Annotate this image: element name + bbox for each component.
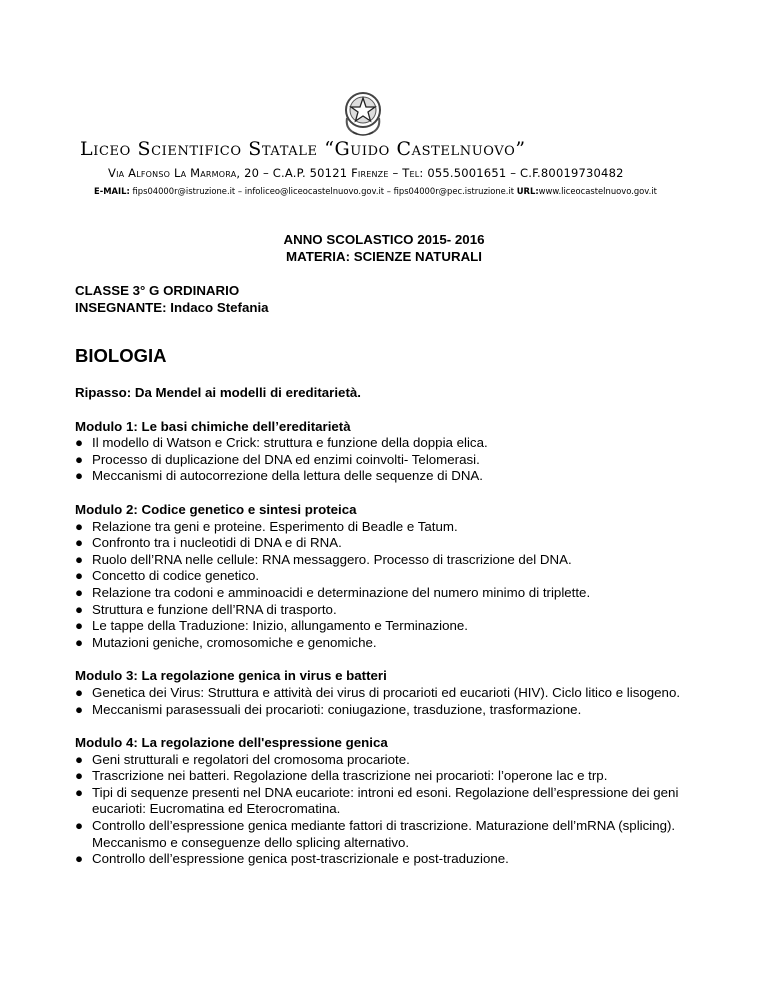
list-item bbox=[75, 468, 715, 485]
list-item-text: Struttura e funzione dell’RNA di trasporto. bbox=[92, 601, 337, 617]
bullet-icon: ● bbox=[75, 634, 84, 650]
school-year: ANNO SCOLASTICO 2015- 2016 bbox=[283, 232, 485, 247]
review-line: Ripasso: Da Mendel ai modelli di ereditarietà. bbox=[75, 385, 361, 400]
list-item bbox=[75, 702, 715, 719]
list-item-text: Confronto tra i nucleotidi di DNA e di RNA. bbox=[92, 535, 342, 551]
list-item-text: Relazione tra codoni e amminoacidi e determinazione del numero minimo di triplette. bbox=[92, 584, 591, 600]
school-address: Via Alfonso La Marmora, 20 – C.A.P. 50121 Firenze – Tel: 055.5001651 – C.F.80019730482 bbox=[108, 166, 624, 180]
bullet-icon: ● bbox=[75, 701, 84, 717]
bullet-icon: ● bbox=[75, 601, 84, 617]
list-item bbox=[75, 851, 715, 868]
bullet-icon: ● bbox=[75, 768, 84, 784]
module-title: Modulo 2: Codice genetico e sintesi proteica bbox=[75, 501, 357, 517]
section-title: BIOLOGIA bbox=[75, 345, 167, 366]
list-item-text: Le tappe della Traduzione: Inizio, allungamento e Terminazione. bbox=[92, 618, 469, 634]
bullet-icon: ● bbox=[75, 568, 84, 584]
school-url: www.liceocastelnuovo.gov.it bbox=[538, 186, 657, 196]
bullet-icon: ● bbox=[75, 435, 84, 451]
class-name: CLASSE 3° G ORDINARIO bbox=[75, 283, 240, 298]
bullet-icon: ● bbox=[75, 584, 84, 600]
module-items bbox=[75, 752, 715, 868]
bullet-icon: ● bbox=[75, 818, 84, 834]
list-item-text: Ruolo dell’RNA nelle cellule: RNA messaggero. Processo di trascrizione del DNA. bbox=[92, 551, 572, 567]
module-block bbox=[75, 502, 715, 651]
bullet-icon: ● bbox=[75, 468, 84, 484]
list-item bbox=[75, 535, 715, 552]
list-item bbox=[75, 818, 715, 851]
module-items bbox=[75, 519, 715, 652]
module-title: Modulo 3: La regolazione genica in virus e batteri bbox=[75, 668, 387, 684]
subject: MATERIA: SCIENZE NATURALI bbox=[286, 249, 482, 264]
list-item bbox=[75, 752, 715, 769]
module-title: Modulo 1: Le basi chimiche dell’ereditarietà bbox=[75, 418, 351, 434]
list-item-text: Trascrizione nei batteri. Regolazione della trascrizione nei procarioti: l’operone lac e trp. bbox=[92, 768, 608, 784]
list-item bbox=[75, 568, 715, 585]
email-addresses: fips04000r@istruzione.it – infoliceo@liceocastelnuovo.gov.it – fips04000r@pec.istruzione.it bbox=[129, 186, 517, 196]
list-item-text: Relazione tra geni e proteine. Esperimento di Beadle e Tatum. bbox=[92, 518, 458, 534]
bullet-icon: ● bbox=[75, 618, 84, 634]
bullet-icon: ● bbox=[75, 784, 84, 800]
module-items bbox=[75, 435, 715, 485]
list-item bbox=[75, 585, 715, 602]
list-item bbox=[75, 618, 715, 635]
modules-list bbox=[75, 419, 715, 868]
module-block bbox=[75, 668, 715, 718]
list-item-text: Meccanismi di autocorrezione della lettura delle sequenze di DNA. bbox=[92, 468, 483, 484]
module-items bbox=[75, 685, 715, 718]
list-item-text: Mutazioni geniche, cromosomiche e genomiche. bbox=[92, 634, 377, 650]
bullet-icon: ● bbox=[75, 684, 84, 700]
module-block bbox=[75, 735, 715, 868]
list-item-text: Processo di duplicazione del DNA ed enzimi coinvolti- Telomerasi. bbox=[92, 451, 480, 467]
bullet-icon: ● bbox=[75, 451, 84, 467]
bullet-icon: ● bbox=[75, 518, 84, 534]
syllabus-content bbox=[75, 385, 715, 885]
bullet-icon: ● bbox=[75, 551, 84, 567]
url-label: URL: bbox=[516, 186, 539, 196]
list-item bbox=[75, 452, 715, 469]
list-item-text: Geni strutturali e regolatori del cromosoma procariote. bbox=[92, 751, 410, 767]
list-item bbox=[75, 602, 715, 619]
school-name: Liceo Scientifico Statale “Guido Castelnuovo” bbox=[80, 138, 526, 160]
bullet-icon: ● bbox=[75, 535, 84, 551]
list-item bbox=[75, 435, 715, 452]
emblem-icon bbox=[341, 88, 385, 138]
list-item-text: Controllo dell’espressione genica mediante fattori di trascrizione. Maturazione dell’mRNA (splicing). Meccanismo e conseguenze dello splicing alternativo. bbox=[92, 818, 676, 850]
list-item bbox=[75, 552, 715, 569]
list-item bbox=[75, 635, 715, 652]
list-item-text: Il modello di Watson e Crick: struttura e funzione della doppia elica. bbox=[92, 435, 488, 451]
bullet-icon: ● bbox=[75, 751, 84, 767]
school-contacts bbox=[94, 186, 657, 196]
teacher: INSEGNANTE: Indaco Stefania bbox=[75, 300, 269, 315]
list-item-text: Controllo dell’espressione genica post-trascrizionale e post-traduzione. bbox=[92, 851, 509, 867]
list-item-text: Tipi di sequenze presenti nel DNA eucariote: introni ed esoni. Regolazione dell’espressione dei geni eucarioti: Eucromatina ed Eterocromatina. bbox=[92, 784, 679, 817]
bullet-icon: ● bbox=[75, 851, 84, 867]
list-item-text: Concetto di codice genetico. bbox=[92, 568, 260, 584]
list-item bbox=[75, 685, 715, 702]
email-label: E-MAIL: bbox=[94, 186, 130, 196]
list-item-text: Genetica dei Virus: Struttura e attività dei virus di procarioti ed eucarioti (HIV). Ciclo litico e lisogeno. bbox=[92, 684, 681, 700]
list-item-text: Meccanismi parasessuali dei procarioti: coniugazione, trasduzione, trasformazione. bbox=[92, 701, 582, 717]
module-block bbox=[75, 419, 715, 485]
list-item bbox=[75, 768, 715, 785]
list-item bbox=[75, 519, 715, 536]
list-item bbox=[75, 785, 715, 818]
module-title: Modulo 4: La regolazione dell'espressione genica bbox=[75, 735, 388, 751]
